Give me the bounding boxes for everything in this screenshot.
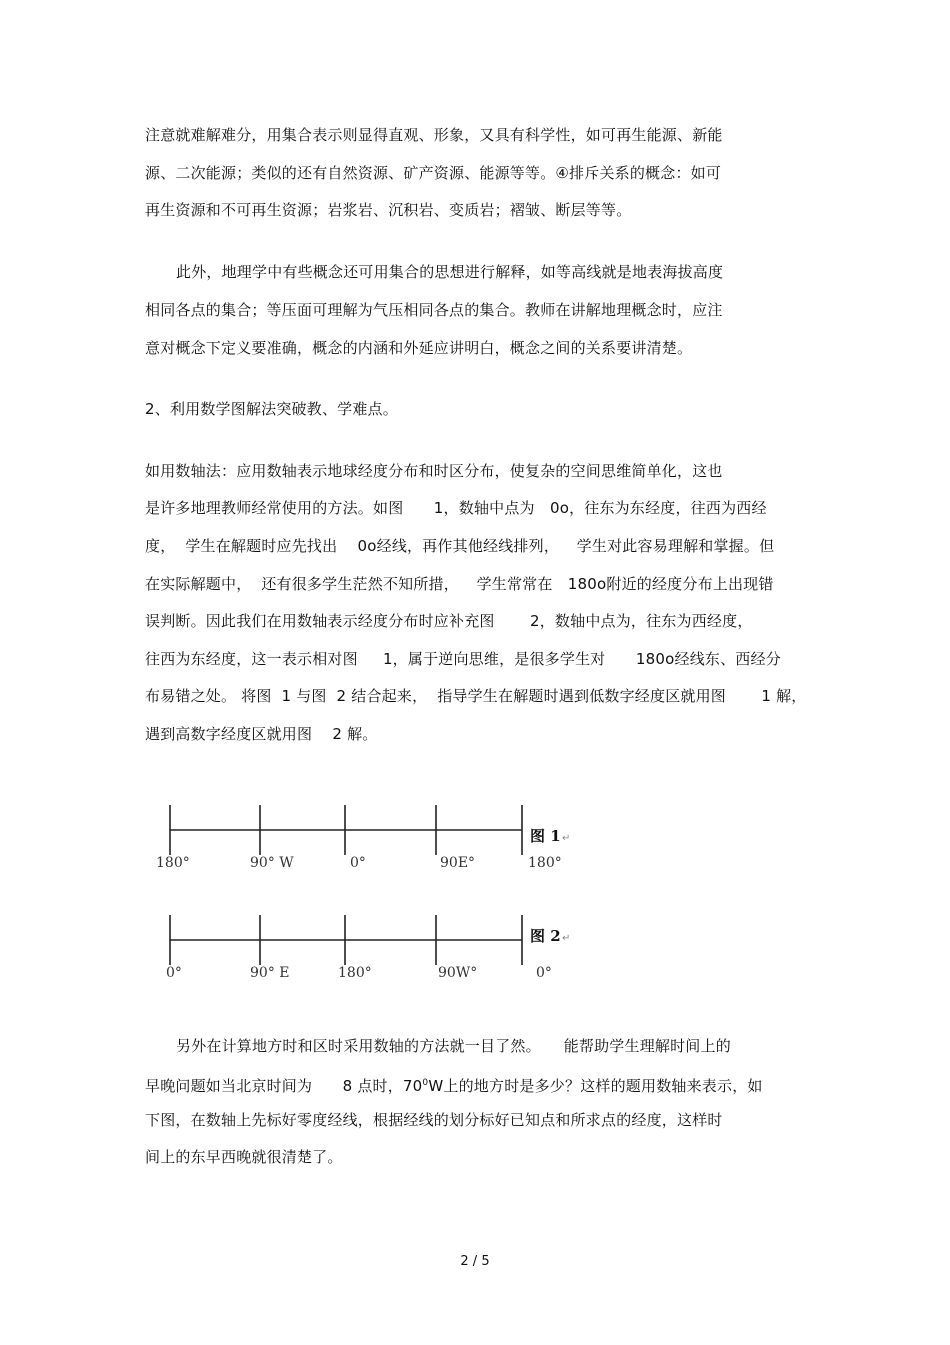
tick-label: 90° W <box>250 855 294 871</box>
paragraph-line: 误判断。因此我们在用数轴表示经度分布时应补充图 2，数轴中点为，往东为西经度， <box>145 612 753 630</box>
tick-label: 180° <box>528 855 562 871</box>
text-segment: W上的地方时是多少？这样的题用数轴来表示，如 <box>428 1077 763 1095</box>
paragraph-line: 再生资源和不可再生资源；岩浆岩、沉积岩、变质岩；褶皱、断层等等。 <box>145 201 632 219</box>
paragraph-line: 往西为东经度，这一表示相对图 1，属于逆向思维，是很多学生对 180o经线东、西经分 <box>145 650 781 668</box>
tick-label: 0° <box>166 965 182 981</box>
paragraph-line: 如用数轴法：应用数轴表示地球经度分布和时区分布，使复杂的空间思维简单化，这也 <box>145 462 723 480</box>
paragraph-line: 下图，在数轴上先标好零度经线，根据经线的划分标好已知点和所求点的经度，这样时 <box>145 1111 723 1129</box>
tick-label: 180° <box>156 855 190 871</box>
paragraph-line: 度， 学生在解题时应先找出 0o经线，再作其他经线排列， 学生对此容易理解和掌握。但 <box>145 537 775 555</box>
paragraph-line: 间上的东早西晚就很清楚了。 <box>145 1148 343 1166</box>
paragraph-line: 此外，地理学中有些概念还可用集合的思想进行解释，如等高线就是地表海拔高度 <box>176 263 724 281</box>
tick-label: 90E° <box>440 855 476 871</box>
paragraph-line: 布易错之处。 将图 1 与图 2 结合起来， 指导学生在解题时遇到低数字经度区就用图 1 解， <box>145 687 807 705</box>
tick-label: 0° <box>536 965 552 981</box>
tick-label: 0° <box>350 855 366 871</box>
paragraph-line: 意对概念下定义要准确，概念的内涵和外延应讲明白，概念之间的关系要讲清楚。 <box>145 339 693 357</box>
paragraph-line <box>145 1073 763 1096</box>
tick-label: 180° <box>338 965 372 981</box>
page-number: 2 / 5 <box>460 1254 490 1269</box>
tick-label: 90° E <box>250 965 290 981</box>
paragraph-line: 相同各点的集合；等压面可理解为气压相同各点的集合。教师在讲解地理概念时，应注 <box>145 301 723 319</box>
paragraph-line: 遇到高数字经度区就用图 2 解。 <box>145 725 378 743</box>
return-mark: ↵ <box>562 933 571 944</box>
section-heading: 2、利用数学图解法突破教、学难点。 <box>145 400 398 418</box>
paragraph-line: 源、二次能源；类似的还有自然资源、矿产资源、能源等等。④排斥关系的概念：如可 <box>145 164 722 182</box>
return-mark: ↵ <box>562 833 571 844</box>
figure-1 <box>156 805 570 871</box>
text-segment: 早晚问题如当北京时间为 8 点时， <box>145 1077 403 1095</box>
paragraph-line: 另外在计算地方时和区时采用数轴的方法就一目了然。 能帮助学生理解时间上的 <box>176 1037 731 1055</box>
longitude-value: $70^0$ <box>402 1077 429 1095</box>
paragraph-line: 在实际解题中， 还有很多学生茫然不知所措， 学生常常在 180o附近的经度分布上出现错 <box>145 575 774 593</box>
tick-label: 90W° <box>438 965 478 981</box>
number-axis-figures <box>150 795 590 990</box>
figure-label: 图 2 <box>530 927 561 945</box>
paragraph-line: 注意就难解难分，用集合表示则显得直观、形象，又具有科学性，如可再生能源、新能 <box>145 126 723 144</box>
paragraph-line: 是许多地理教师经常使用的方法。如图 1，数轴中点为 0o，往东为东经度，往西为西经 <box>145 499 767 517</box>
figure-label: 图 1 <box>530 827 561 845</box>
figure-2 <box>166 915 570 981</box>
